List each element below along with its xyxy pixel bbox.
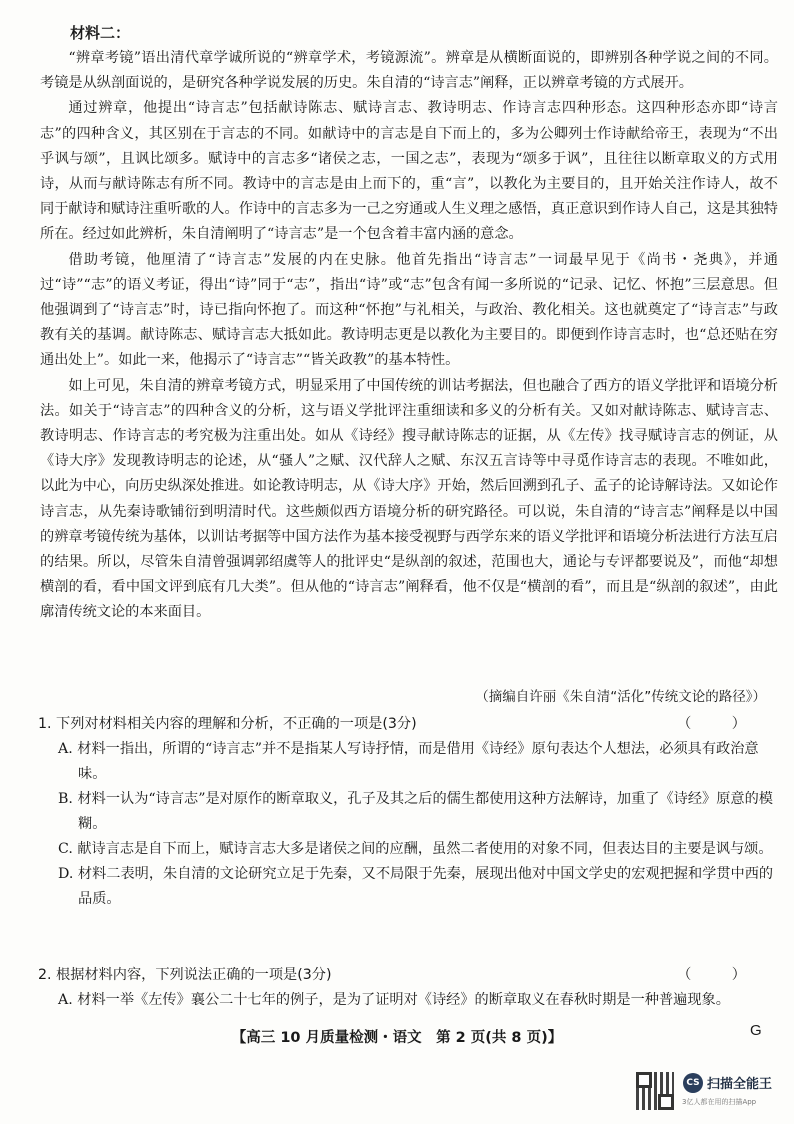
passage-paragraph: “辨章考镜”语出清代章学诚所说的“辨章学术，考镜源流”。辨章是从横断面说的，即辨别各种学说之间的不同。考镜是从纵剖面说的，是研究各种学说发展的历史。朱自清的“诗言志”阐释，正以辨章考镜的方式展开。 — [40, 50, 778, 92]
question-1 — [38, 712, 778, 912]
scanner-tagline: 3亿人都在用的扫描App — [682, 1098, 757, 1106]
section-heading: 材料二： — [70, 24, 131, 42]
scanner-app-name: 扫描全能王 — [707, 1077, 773, 1092]
source-citation: （摘编自许丽《朱自清“活化”传统文论的路径》） — [475, 689, 766, 705]
answer-blank[interactable]: （ ） — [677, 716, 764, 732]
question-2 — [38, 963, 778, 1013]
option-a[interactable]: A. 材料一举《左传》襄公二十七年的例子，是为了证明对《诗经》的断章取义在春秋时期是一种普遍现象。 — [58, 992, 730, 1008]
passage-paragraph: 借助考镜，他厘清了“诗言志”发展的内在史脉。他首先指出“诗言志”一词最早见于《尚书・尧典》，并通过“诗”“志”的语义考证，得出“诗”同于“志”，指出“诗”或“志”包含有闻一多所说的“记录、记忆、怀抱”三层意思。但他强调到了“诗言志”时，诗已指向怀抱了。而这种“怀抱”与礼相关，与政治、教化相关。这也就奠定了“诗言志”与政教有关的基调。献诗陈志、赋诗言志大抵如此。教诗明志更是以教化为主要目的。即便到作诗言志时，也“总还贴在穷通出处上”。如此一来，他揭示了“诗言志”“皆关政教”的基本特性。 — [40, 251, 778, 369]
option-c[interactable]: C. 献诗言志是自下而上，赋诗言志大多是诸侯之间的应酬，虽然二者使用的对象不同，但表达目的主要是讽与颂。 — [58, 841, 773, 857]
question-text: 1. 下列对材料相关内容的理解和分析，不正确的一项是(3分) — [38, 716, 417, 732]
passage-body — [40, 46, 778, 626]
option-a[interactable]: A. 材料一指出，所谓的“诗言志”并不是指某人写诗抒情，而是借用《诗经》原句表达个人想法，必须具有政治意味。 — [58, 741, 759, 782]
qr-code-icon — [636, 1072, 674, 1110]
passage-paragraph: 如上可见，朱自清的辨章考镜方式，明显采用了中国传统的训诂考据法，但也融合了西方的语义学批评和语境分析法。如关于“诗言志”的四种含义的分析，这与语义学批评注重细读和多义的分析有关。又如对献诗陈志、赋诗言志、教诗明志、作诗言志的考究极为注重出处。如从《诗经》搜寻献诗陈志的证据，从《左传》找寻赋诗言志的例证，从《诗大序》发现教诗明志的论述，从“骚人”之赋、汉代辞人之赋、东汉五言诗等中寻觅作诗言志的表现。不唯如此，以此为中心，向历史纵深处推进。如论教诗明志，从《诗大序》开始，然后回溯到孔子、孟子的论诗解诗法。又如论作诗言志，从先秦诗歌铺衍到明清时代。这些颇似西方语境分析的研究路径。可以说，朱自清的“诗言志”阐释是以中国的辨章考镜传统为基体，以训诂考据等中国方法作为基本接受视野与西学东来的语义学批评和语境分析法进行方法互启的结果。所以，尽管朱自清曾强调郭绍虞等人的批评史“是纵剖的叙述，范围也大，通论与专评都要说及”，而他“却想横剖的看，看中国文评到底有几大类”。但从他的“诗言志”阐释看，他不仅是“横剖的看”，而且是“纵剖的叙述”，由此廓清传统文论的本来面目。 — [40, 377, 778, 621]
passage-paragraph: 通过辨章，他提出“诗言志”包括献诗陈志、赋诗言志、教诗明志、作诗言志四种形态。这四种形态亦即“诗言志”的四种含义，其区别在于言志的不同。如献诗中的言志是自下而上的，多为公卿列士作诗献给帝王，表现为“不出乎讽与颂”，且讽比颂多。赋诗中的言志多“诸侯之志，一国之志”，表现为“颂多于讽”，且往往以断章取义的方式用诗，从而与献诗陈志有所不同。教诗中的言志是由上而下的，重“言”，以教化为主要目的，且开始关注作诗人，故不同于献诗和赋诗注重听歌的人。作诗中的言志多为一己之穷通或人生义理之感悟，真正意识到作诗人自己，这是其独特所在。经过如此辨析，朱自清阐明了“诗言志”是一个包含着丰富内涵的意念。 — [40, 100, 778, 243]
camscanner-logo-icon: CS — [683, 1073, 703, 1093]
question-stem — [38, 963, 778, 988]
question-text: 2. 根据材料内容，下列说法正确的一项是(3分) — [38, 967, 332, 983]
answer-blank[interactable]: （ ） — [677, 967, 764, 983]
option-b[interactable]: B. 材料一认为“诗言志”是对原作的断章取义，孔子及其之后的儒生都使用这种方法解诗，加重了《诗经》原意的模糊。 — [58, 791, 773, 832]
corner-mark: G — [750, 1022, 762, 1039]
question-stem — [38, 712, 778, 737]
option-d[interactable]: D. 材料二表明，朱自清的文论研究立足于先秦，又不局限于先秦，展现出他对中国文学史的宏观把握和学贯中西的品质。 — [58, 866, 774, 907]
page-footer: 【高三 10 月质量检测・语文 第 2 页(共 8 页)】 — [231, 1030, 563, 1046]
